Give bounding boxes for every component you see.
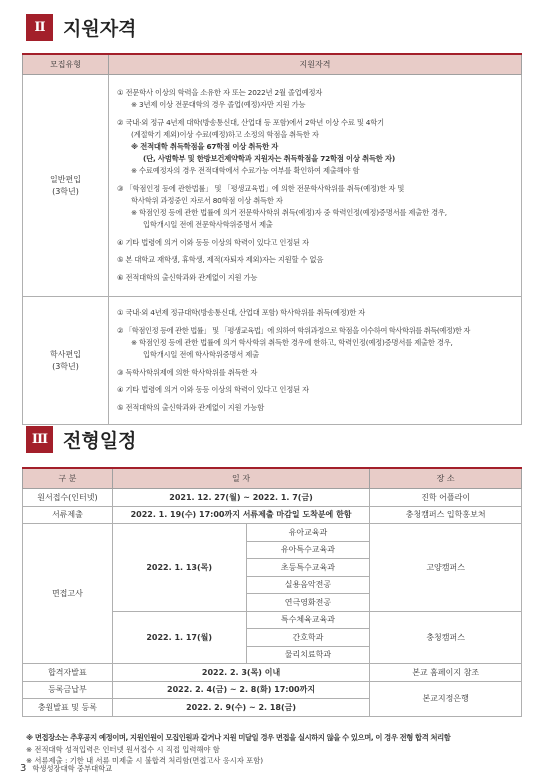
note-line: ※ 전적대학 성적입력은 인터넷 원서접수 시 직접 입력해야 함 bbox=[26, 744, 220, 754]
eligibility-table bbox=[22, 53, 522, 425]
page-footer bbox=[20, 763, 112, 774]
header-category: 구 분 bbox=[23, 468, 113, 489]
note-line: ※ 서류제출 : 기한 내 서류 미제출 시 불합격 처리함(면접고사 응시자 포함) bbox=[26, 756, 264, 765]
department-cell: 유아교육과 bbox=[246, 524, 370, 542]
criteria-note: ※ 전적대학 취득학점을 67학점 이상 취득한 자 bbox=[131, 141, 279, 151]
schedule-date: 2021. 12. 27(월) ~ 2022. 1. 7(금) bbox=[112, 489, 369, 507]
criteria-note: ※ 학점인정 등에 관한 법률에 의거 학사학위 취득한 경우에 한하고, 학력인정(예정)증명서를 제출한 경우, bbox=[131, 337, 453, 347]
schedule-place: 본교 홈페이지 참조 bbox=[370, 664, 522, 682]
header-place: 장 소 bbox=[370, 468, 522, 489]
notes bbox=[26, 732, 450, 767]
criteria-line: 학사학위 과정중인 자로서 80학점 이상 취득한 자 bbox=[131, 195, 283, 205]
section-2-heading bbox=[26, 14, 136, 41]
schedule-label: 면접고사 bbox=[23, 524, 113, 664]
interview-place-2: 충청캠퍼스 bbox=[370, 611, 522, 664]
category-general-transfer: 일반편입 (3학년) bbox=[23, 75, 109, 297]
page-number: 3 bbox=[20, 763, 27, 774]
section-number-badge: III bbox=[26, 426, 53, 453]
header-type: 모집유형 bbox=[23, 54, 109, 75]
criteria-line: ① 전문학사 이상의 학력을 소유한 자 또는 2022년 2월 졸업예정자 bbox=[117, 88, 323, 98]
interview-date-1: 2022. 1. 13(목) bbox=[112, 524, 246, 612]
criteria-line: ③ 독학사학위제에 의한 학사학위를 취득한 자 bbox=[117, 367, 258, 377]
schedule-label: 서류제출 bbox=[23, 506, 113, 524]
general-transfer-criteria bbox=[109, 75, 522, 297]
criteria-line: ② 「학점인정 등에 관한 법률」 및 「평생교육법」에 의하여 학위과정으로 학점을 이수하여 학사학위를 취득(예정)한 자 bbox=[117, 325, 470, 335]
department-cell: 유아특수교육과 bbox=[246, 541, 370, 559]
schedule-place: 본교지정은행 bbox=[370, 681, 522, 716]
footer-text: 학생성장대학 중부대학교 bbox=[32, 763, 113, 773]
note-line: ※ 면접장소는 추후공지 예정이며, 지원인원이 모집인원과 같거나 지원 미달일 경우 면접을 실시하지 않을 수 있으며, 이 경우 전형 합격 처리함 bbox=[26, 733, 451, 742]
criteria-note: ※ 학점인정 등에 관한 법률에 의거 전문학사학위 취득(예정)자 중 학력인정(예정)증명서를 제출한 경우, bbox=[131, 207, 447, 217]
category-bachelor-transfer: 학사편입 (3학년) bbox=[23, 297, 109, 425]
criteria-note: (단, 사범학부 및 한방보건제약학과 지원자는 취득학점을 72학점 이상 취득한 자) bbox=[143, 154, 395, 164]
criteria-line: ⑤ 본 대학교 재학생, 휴학생, 제적(자퇴자 제외)자는 지원할 수 없음 bbox=[117, 255, 324, 265]
section-3-heading bbox=[26, 426, 136, 453]
criteria-line: ⑤ 전적대학의 출신학과와 관계없이 지원 가능함 bbox=[117, 402, 265, 412]
schedule-label: 합격자발표 bbox=[23, 664, 113, 682]
department-cell: 간호학과 bbox=[246, 629, 370, 647]
bachelor-transfer-criteria bbox=[109, 297, 522, 425]
criteria-line: ② 국내·외 정규 4년제 대학(방송통신대, 산업대 등 포함)에서 2학년 이상 수료 및 4학기 bbox=[117, 117, 384, 127]
criteria-line: ③ 「학점인정 등에 관한법률」 및 「평생교육법」에 의한 전문학사학위를 취득(예정)한 자 및 bbox=[117, 183, 405, 193]
schedule-label: 등록금납부 bbox=[23, 681, 113, 699]
interview-place-1: 고양캠퍼스 bbox=[370, 524, 522, 612]
schedule-label: 원서접수(인터넷) bbox=[23, 489, 113, 507]
criteria-line: (계절학기 제외)이상 수료(예정)하고 소정의 학점을 취득한 자 bbox=[131, 129, 319, 139]
criteria-line: ① 국내·외 4년제 정규대학(방송통신대, 산업대 포함) 학사학위를 취득(예정)한 자 bbox=[117, 308, 366, 318]
criteria-line: ④ 기타 법령에 의거 이와 동등 이상의 학력이 있다고 인정된 자 bbox=[117, 385, 309, 395]
department-cell: 특수체육교육과 bbox=[246, 611, 370, 629]
department-cell: 물리치료학과 bbox=[246, 646, 370, 664]
department-cell: 실용음악전공 bbox=[246, 576, 370, 594]
schedule-place: 충청캠퍼스 입학홍보처 bbox=[370, 506, 522, 524]
section-title: 전형일정 bbox=[63, 430, 137, 452]
schedule-date: 2022. 2. 3(목) 이내 bbox=[112, 664, 369, 682]
schedule-label: 충원발표 및 등록 bbox=[23, 699, 113, 717]
criteria-note: ※ 3년제 이상 전문대학의 경우 졸업(예정)자만 지원 가능 bbox=[131, 100, 306, 110]
section-title: 지원자격 bbox=[63, 18, 137, 40]
department-cell: 연극영화전공 bbox=[246, 594, 370, 612]
schedule-date: 2022. 2. 9(수) ~ 2. 18(금) bbox=[112, 699, 369, 717]
criteria-line: ④ 기타 법령에 의거 이와 동등 이상의 학력이 있다고 인정된 자 bbox=[117, 237, 309, 247]
section-number-badge: II bbox=[26, 14, 53, 41]
criteria-note: 입학개시일 전에 학사학위증명서 제출 bbox=[143, 349, 259, 359]
criteria-note: ※ 수료예정자의 경우 전적대학에서 수료가능 여부를 확인하여 제출해야 함 bbox=[131, 166, 360, 176]
interview-date-2: 2022. 1. 17(월) bbox=[112, 611, 246, 664]
criteria-note: 입학개시일 전에 전문학사학위증명서 제출 bbox=[143, 220, 273, 230]
header-date: 일 자 bbox=[112, 468, 369, 489]
schedule-date: 2022. 1. 19(수) 17:00까지 서류제출 마감일 도착분에 한함 bbox=[112, 506, 369, 524]
department-cell: 초등특수교육과 bbox=[246, 559, 370, 577]
header-qualification: 지원자격 bbox=[109, 54, 522, 75]
schedule-table bbox=[22, 467, 522, 717]
criteria-line: ⑥ 전적대학의 출신학과와 관계없이 지원 가능 bbox=[117, 272, 258, 282]
schedule-place: 진학 어플라이 bbox=[370, 489, 522, 507]
schedule-date: 2022. 2. 4(금) ~ 2. 8(화) 17:00까지 bbox=[112, 681, 369, 699]
